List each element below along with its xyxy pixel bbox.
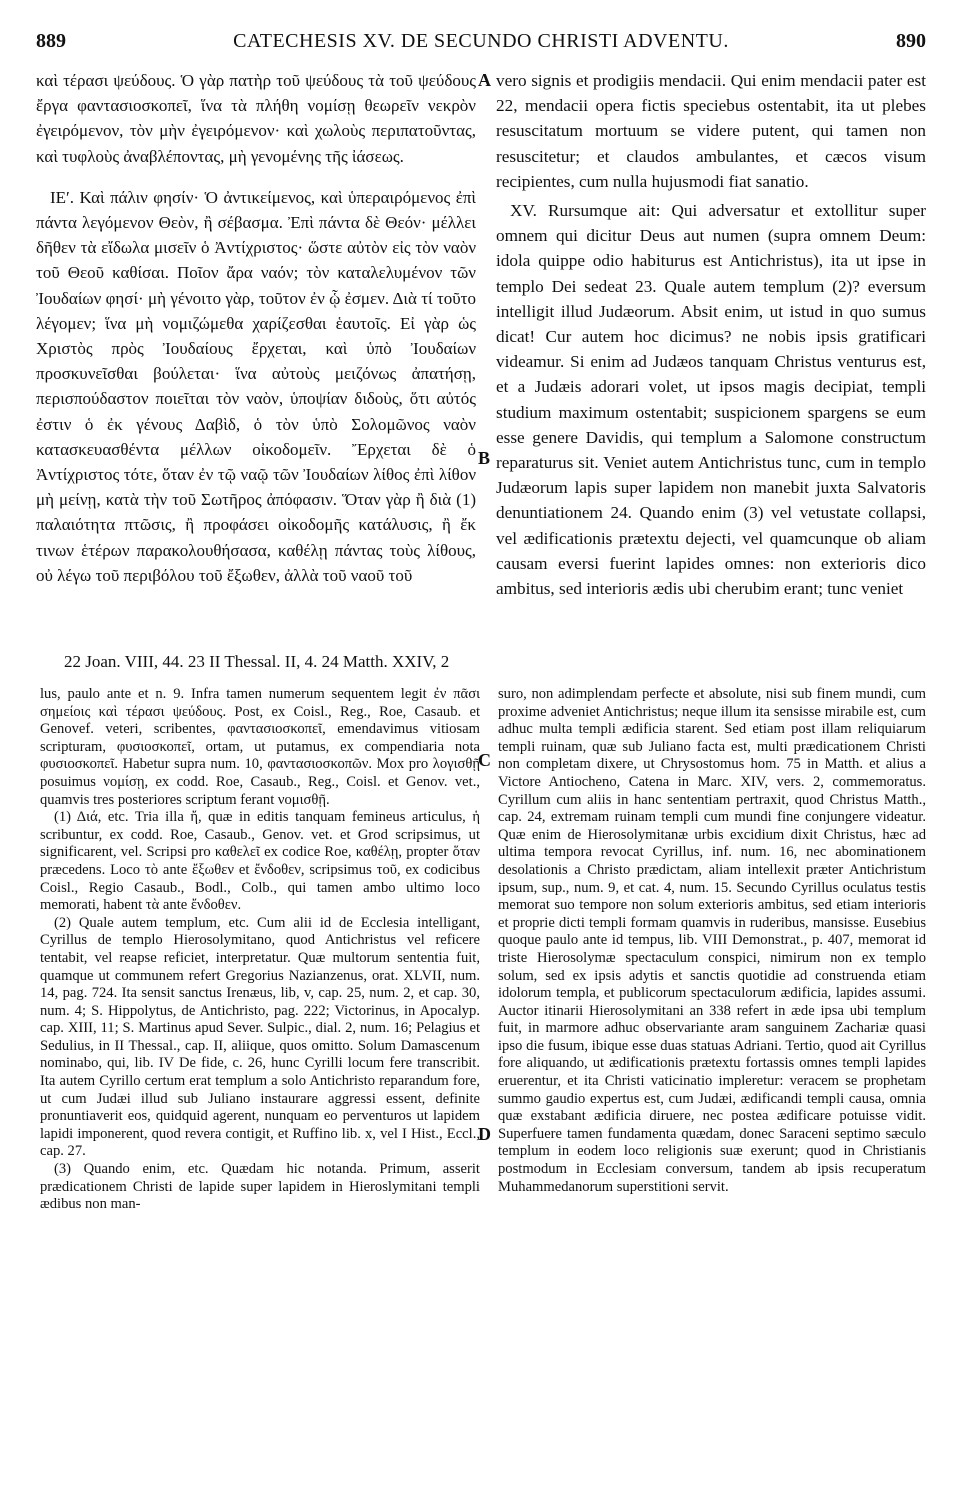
section-marker-a: A [478, 70, 491, 90]
latin-paragraph-2: XV. Rursumque ait: Qui adversatur et extollitur super omnem qui dicitur Deus aut numen (supra omnem Deum: idola quippe odio habiturus est Antichristus), ita ut ipse in templo Dei sedeat 23. Quale autem templum (2)? eversum intelligit illud Judæorum. Absit enim, ut istud in quo sumus dicat! Cur autem hoc dicimus? ne nobis ipsis gratificari videamur. Si enim ad Judæos tanquam Christus venturus est, et a Judæis adorari volet, ut ipsos magis decipiat, templi studium maximum ostentabit; suspicionem spargens se eum esse genere Davidis, qui templum a Salomone constructum reparaturus sit. Veniet autem Antichristus tunc, cum in templo Judæorum lapis super lapidem non manebit juxta Salvatoris denuntiationem 24. Quando enim (3) vel vetustate collapsi, vel ædificationis prætextu dejecti, vel quamcunque ob aliam causam eversi fuerint lapides omnes: non exterioris dico ambitus, sed interioris ædis ubi cherubim erant; tunc veniet [496, 201, 926, 599]
footnote-right-1: suro, non adimplendam perfecte et absolute, nisi sub finem mundi, cum proxime adveniet Antichristus; neque illum ita sensisse mirabile est, cum adhuc multa templi ædificia starent. Sed etiam post illam reliquiarum templi ruinam, quæ sub Juliano facta est, multi prædicationem Christi non completam dixere, ut Chrysostomus hom. 75 in Matth. et alius a Victore Antiocheno, Catena in Marc. XIV, vers. 2, commemoratus. Cyrillum cum aliis in hanc sententiam pertraxit, quod Christus Matth., cap. 24, extremam ruinam templi cum mundi fine conjungere videatur. Quæ enim de Hierosolymitanæ urbis excidium dixit Christus, hæc ad ultima tempora revocat Cyrillus, inf. num. 16, nec abominationem desolationis a Christo prædictam, aliam intellexit præter Antichristum ipsum, sup., num. 9, et cat. 4, num. 15. Secundo Cyrillus oculatus testis memorat suo tempore non solum exterioris ambitus, sed etiam interioris et proprie dicti templi formam quamvis in ruderibus, mansisse. Eusebius quoque paulo ante id tempus, lib. VIII Demonstrat., p. 407, memorat id triste Hierosolymæ spectaculum conspici, nimirum non ex templo solum, sed ex ipsis adytis et sanctis quotidie ad construenda etiam idolorum templa, et publicorum spectaculorum ædificia, lapides assumi. Auctor itinarii Hierosolymitani an 338 refert in æde ipsa ubi templum fuit, in marmore adhuc observariante aram sanguinem Zachariæ quasi ipso die fusum, ibique esse duas statuas Adriani. Tertio, quod ait Cyrillus fore aliquando, ut ædificationis prætextu fortassis omnes templi lapides eruerentur, et ita Christi vaticinatio impleretur: veracem se prophetam summo gaudio expertus est, cum Judæi, ædificandi templi causa, omnia quæ exstabant ædificia diruere, nec postea ædificare potuisse vidit. Superfuere tamen fundamenta quædam, donec Saraceni septimo sæculo templum in eodem loco religionis suæ exerunt; quod in Christianis postmodum in Ecclesiam conversum, tandem ab ipsis recuperatum Muhammedanorum superstitioni servit. [498, 686, 926, 1195]
running-header [0, 30, 962, 70]
footnote-left-4: (3) Quando enim, etc. Quædam hic notanda. Primum, asserit prædicationem Christi de lapide super lapidem in Hieroslymitani templi ædibus non man- [40, 1161, 480, 1213]
page-number-left: 889 [36, 30, 66, 52]
latin-text-column [496, 68, 926, 601]
section-marker-c: C [478, 750, 491, 770]
section-marker-b: B [478, 448, 491, 468]
greek-paragraph-2: ΙΕʹ. Καὶ πάλιν φησίν· Ὁ ἀντικείμενος, καὶ ὑπεραιρόμενος ἐπὶ πάντα λεγόμενον Θεὸν, ἢ σέβασμα. Ἐπὶ πάντα δὲ Θεόν· μέλλει δῆθεν τὰ εἴδωλα μισεῖν ὁ Ἀντίχριστος· ὥστε αὐτὸν εἰς τὸν ναὸν τοῦ Θεοῦ καθίσαι. Ποῖον ἄρα ναόν; τὸν καταλελυμένον τῶν Ἰουδαίων φησί· μὴ γένοιτο γὰρ, τοῦτον ἐν ᾧ ἐσμεν. Διὰ τί τοῦτο λέγομεν; ἵνα μὴ νομιζώμεθα χαρίζεσθαι ἑαυτοῖς. Εἰ γὰρ ὡς Χριστὸς πρὸς Ἰουδαίους ἔρχεται, καὶ ὑπὸ Ἰουδαίων προσκυνεῖσθαι βούλεται· ἵνα αὐτοὺς μειζόνως ἀπατήσῃ, περισπούδαστον ποιεῖται τὸν ναὸν, ὑποψίαν διδοὺς, ὅτι αὐτός ἐστιν ὁ ἐκ γένους Δαβὶδ, ὁ τὸν ὑπὸ Σολομῶνος ναὸν κατασκευασθέντα μέλλων οἰκοδομεῖν. Ἔρχεται δὲ ὁ Ἀντίχριστος τότε, ὅταν ἐν τῷ ναῷ τῶν Ἰουδαίων λίθος ἐπὶ λίθον μὴ μείνῃ, κατὰ τὴν τοῦ Σωτῆρος ἀπόφασιν. Ὅταν γὰρ ἢ διὰ (1) παλαιότητα πτῶσις, ἢ προφάσει οἰκοδομῆς κατάλυσις, ἢ ἔκ τινων ἑτέρων παρακολουθήσασα, καθέλῃ πάντας τοὺς λίθους, οὐ λέγω τοῦ περιβόλου τοῦ ἔξωθεν, ἀλλὰ τοῦ ναοῦ τοῦ [36, 187, 476, 585]
section-marker-d: D [478, 1124, 491, 1144]
scripture-references: 22 Joan. VIII, 44. 23 II Thessal. II, 4. 24 Matth. XXIV, 2 [64, 652, 450, 671]
footnote-left-2: (1) Διά, etc. Tria illa ἤ, quæ in editis tanquam femineus articulus, ἡ scribuntur, ex codd. Roe, Casaub., Genov. vet. et Grod scripsimus, ut significarent, vel. Scripsi pro καθελεῖ ex codice Roe, καθέλῃ, propter ὅταν præcedens. Loco τὸ ante ἔξωθεν et ἔνδοθεν, scripsimus τοῦ, ex codicibus Coisl., Regio Casaub., Bodl., Colb., qui tamen ambo ultimo loco memorati, habent τὰ ante ἔνδοθεν. [40, 809, 480, 914]
footnote-left-3: (2) Quale autem templum, etc. Cum alii id de Ecclesia intelligant, Cyrillus de templo Hierosolymitano, quod Antichristus vel reficere tentabit, vel reapse reficiet, interpretatur. Quæ multorum sententia fuit, quamque ut communem refert Gregorius Nazianzenus, orat. XLVII, num. 14, pag. 724. Ita sensit sanctus Irenæus, lib, v, cap. 25, num. 2, et cap. 30, num. 4; S. Hippolytus, de Antichristo, pag. 222; Victorinus, in Apocalyp. cap. XIII, 11; S. Martinus apud Sever. Sulpic., dial. 2, num. 16; Pelagius et Sedulius, in II Thessal., cap. II, aliique, quos omitto. Solum Damascenum nominabo, qui, lib. IV De fide, c. 26, hunc Cyrilli locum fere transcribit. Ita autem Cyrillo certum erat templum a solo Antichristo reparandum fore, ut cum Judæi illud sub Juliano instaurare aggressi essent, definite pronuntiaverit eos, quidquid agerent, nunquam eo perventuros ut lapidem lapidi imponerent, quod revera contigit, et Ruffino lib. x, vel I Hist., Eccl., cap. 27. [40, 914, 480, 1160]
page-number-right: 890 [896, 30, 926, 52]
greek-text-column [36, 68, 476, 588]
footnote-left-1: lus, paulo ante et n. 9. Infra tamen numerum sequentem legit ἐν πᾶσι σημείοις καὶ τέρασι ψεύδους. Post, ex Coisl., Reg., Roe, Casaub. et Genovef. veteri, scribentes, φαντασιοσκοπεῖ, emendavimus vitiosam scripturam, φυσιοσκοπεῖ, ortam, ut putamus, ex compendiaria nota φυσιοσκοπεῖ. Habetur supra num. 10, φαντασιοσκοπῶν. Mox pro λογισθῇ posuimus νομίσῃ, ex codd. Roe, Casaub., Reg., Coisl. et Genov. vet., quamvis tres posteriores scriptum ferant νομισθῇ. [40, 686, 480, 808]
footnotes-left-column [40, 686, 480, 1214]
footnotes-right-column [498, 686, 926, 1196]
running-title: CATECHESIS XV. DE SECUNDO CHRISTI ADVENTU. [233, 30, 729, 52]
greek-paragraph-1: καὶ τέρασι ψεύδους. Ὁ γὰρ πατὴρ τοῦ ψεύδους τὰ τοῦ ψεύδους ἔργα φαντασιοσκοπεῖ, ἵνα τὰ πλήθη νομίσῃ θεωρεῖν νεκρὸν ἐγειρόμενον, τὸν μὴν ἐγειρόμενον· καὶ χωλοὺς περιπατοῦντας, καὶ τυφλοὺς ἀναβλέποντας, μὴ γενομένης τῆς ἰάσεως. [36, 71, 476, 166]
latin-paragraph-1: vero signis et prodigiis mendacii. Qui enim mendacii pater est 22, mendacii opera fictis speciebus ostentabit, ita ut plebes resuscitatum mortuum se videre putent, qui tamen non resuscitetur; et claudos ambulantes, et cæcos visum recipientes, cum nulla hujusmodi fiat sanatio. [496, 71, 926, 191]
